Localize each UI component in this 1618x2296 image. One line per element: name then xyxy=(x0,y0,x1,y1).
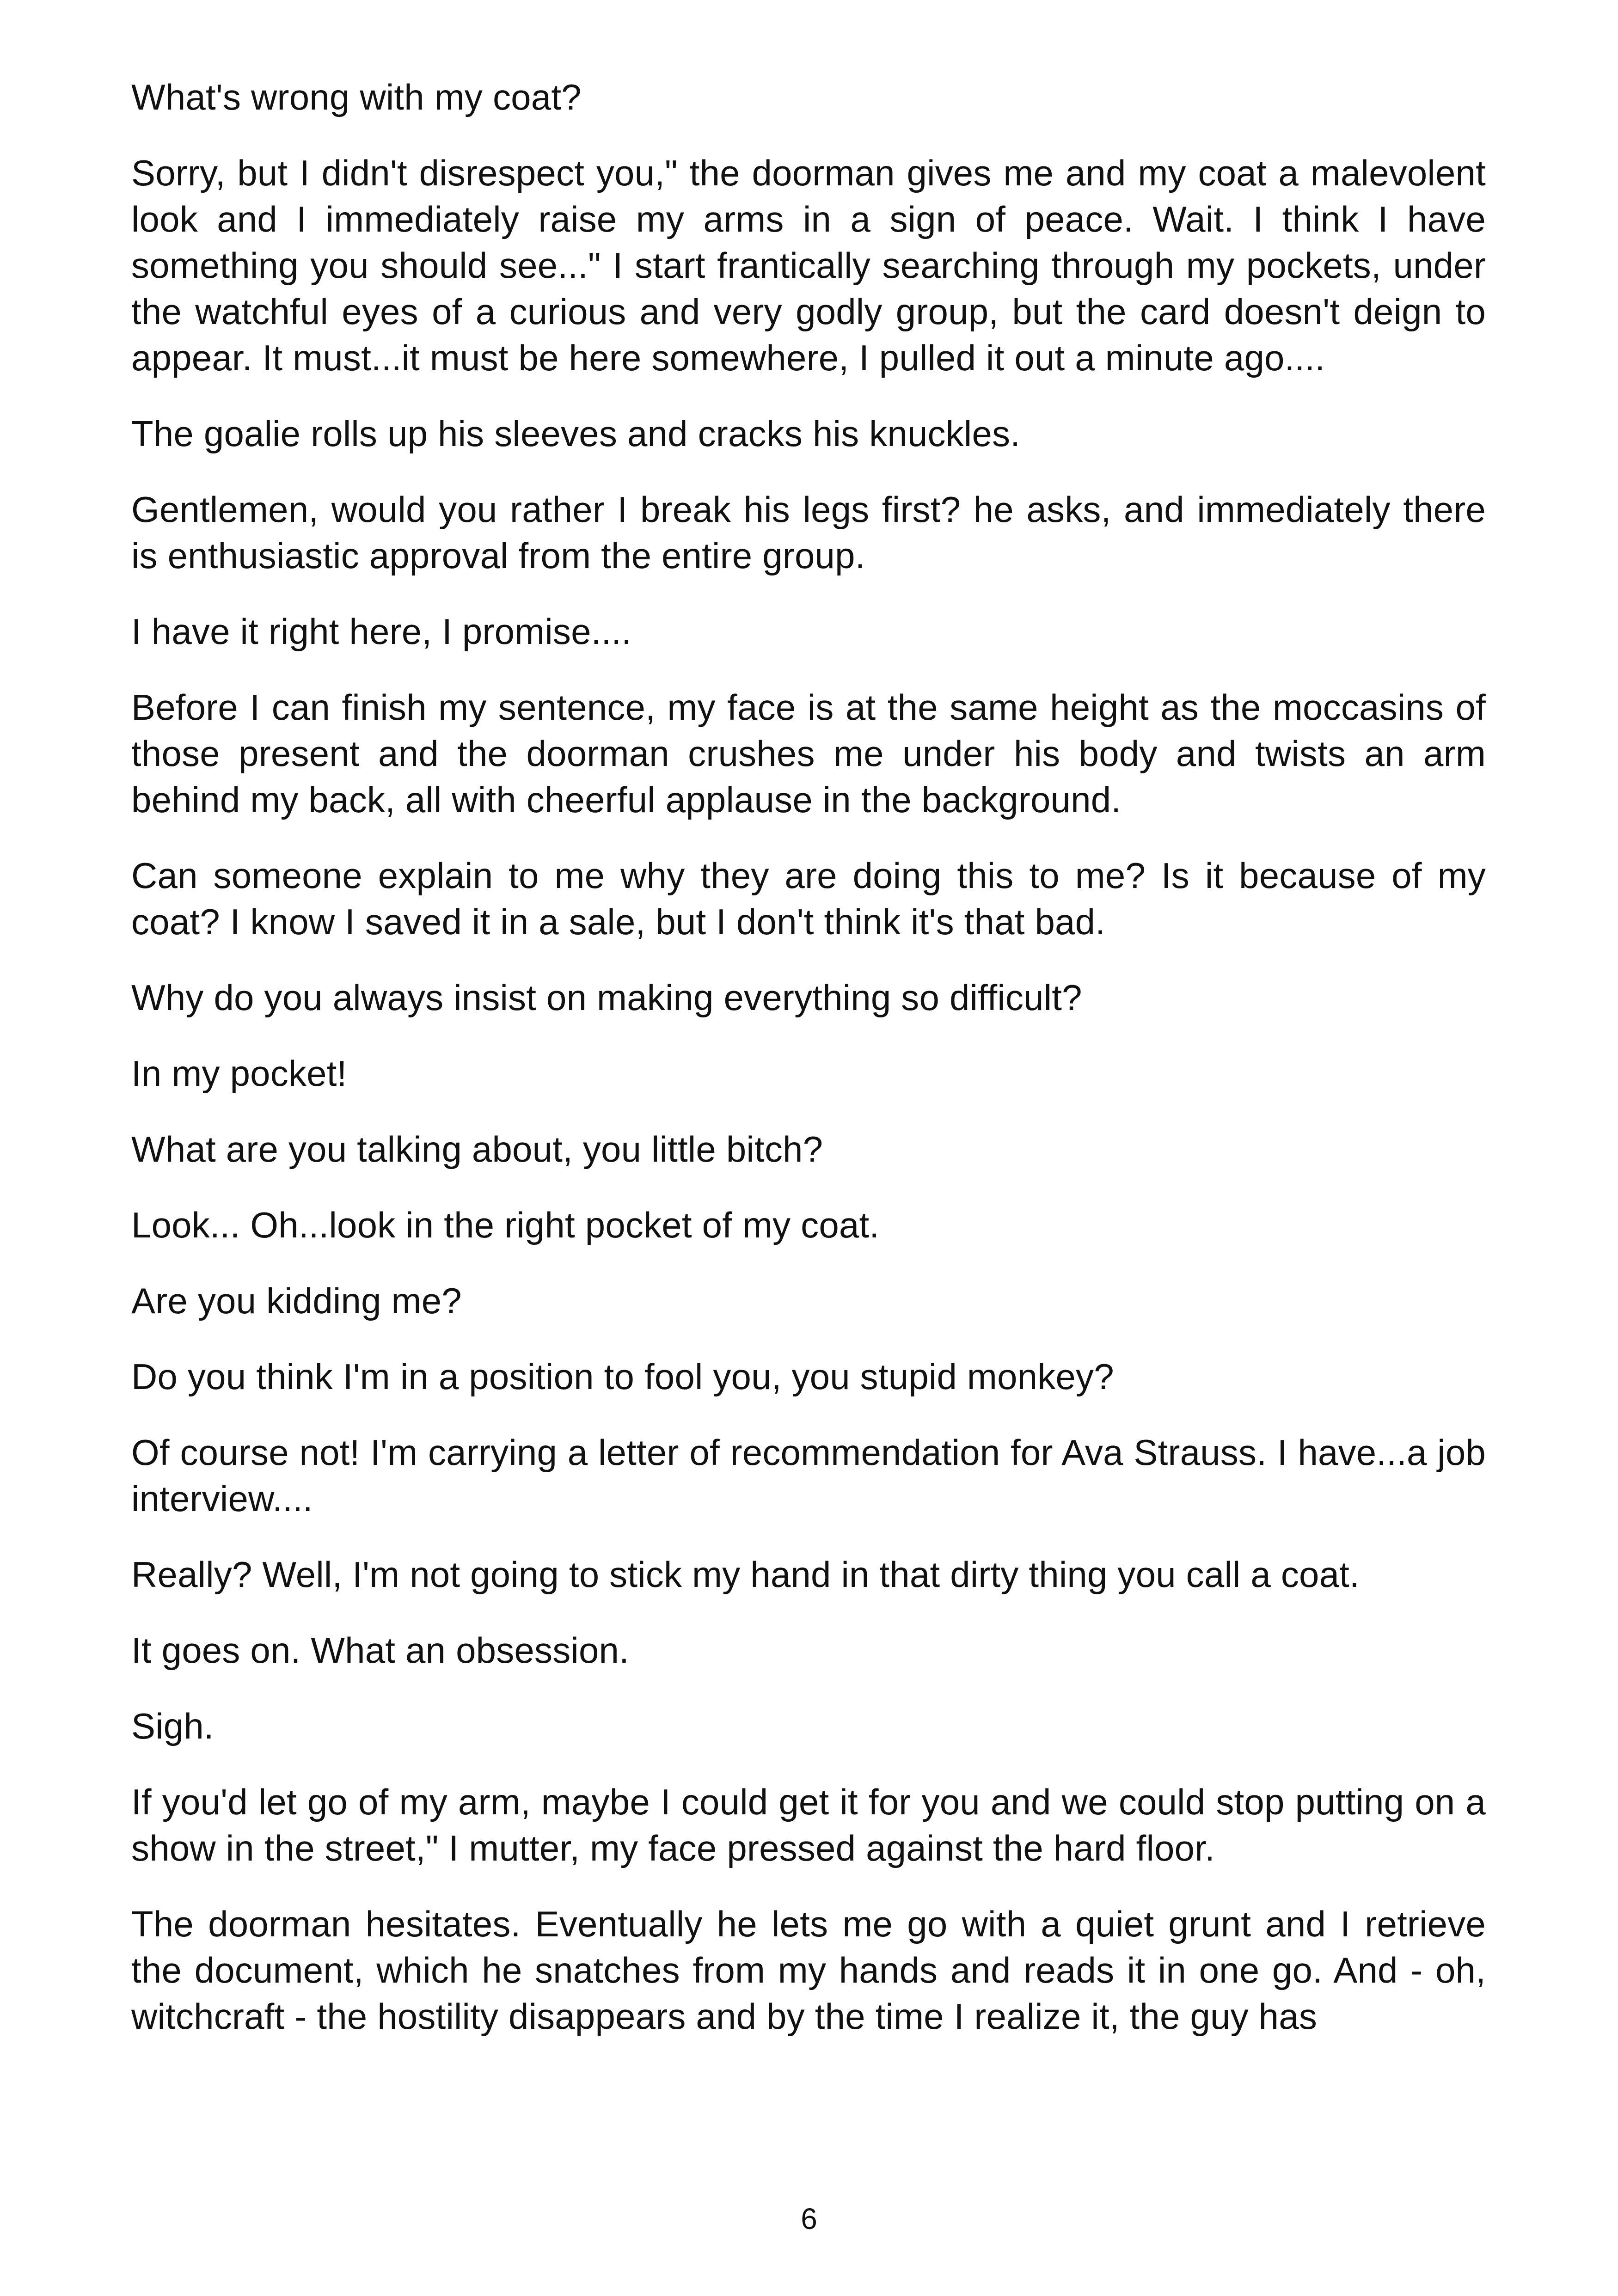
paragraph: Sorry, but I didn't disrespect you," the doorman gives me and my coat a malevolent look and I immediately raise my arms in a sign of peace. Wait. I think I have something you should see..." I start frantically searching through my pockets, under the watchful eyes of a curious and very godly group, but the card doesn't deign to appear. It must...it must be here somewhere, I pulled it out a minute ago.... xyxy=(131,153,1486,378)
paragraph: The goalie rolls up his sleeves and cracks his knuckles. xyxy=(131,413,1021,454)
paragraph: Really? Well, I'm not going to stick my hand in that dirty thing you call a coat. xyxy=(131,1554,1360,1595)
paragraph: The doorman hesitates. Eventually he lets me go with a quiet grunt and I retrieve the document, which he snatches from my hands and reads it in one go. And - oh, witchcraft - the hostility disappears and by the time I realize it, the guy has xyxy=(131,1904,1486,2037)
paragraph: Before I can finish my sentence, my face is at the same height as the moccasins of those present and the doorman crushes me under his body and twists an arm behind my back, all with cheerful applause in the background. xyxy=(131,687,1486,820)
body-text xyxy=(131,74,1486,2069)
paragraph: Of course not! I'm carrying a letter of recommendation for Ava Strauss. I have...a job interview.... xyxy=(131,1432,1486,1519)
paragraph: Do you think I'm in a position to fool you, you stupid monkey? xyxy=(131,1356,1114,1397)
paragraph: I have it right here, I promise.... xyxy=(131,611,632,652)
paragraph: Sigh. xyxy=(131,1706,214,1746)
paragraph: Why do you always insist on making everything so difficult? xyxy=(131,977,1082,1018)
paragraph: It goes on. What an obsession. xyxy=(131,1630,629,1671)
paragraph: Gentlemen, would you rather I break his legs first? he asks, and immediately there is enthusiastic approval from the entire group. xyxy=(131,489,1486,576)
paragraph: Are you kidding me? xyxy=(131,1280,462,1321)
paragraph: What's wrong with my coat? xyxy=(131,77,582,117)
paragraph: If you'd let go of my arm, maybe I could get it for you and we could stop putting on a show in the street," I mutter, my face pressed against the hard floor. xyxy=(131,1782,1486,1868)
paragraph: Look... Oh...look in the right pocket of my coat. xyxy=(131,1205,880,1245)
paragraph: What are you talking about, you little bitch? xyxy=(131,1129,823,1169)
paragraph: In my pocket! xyxy=(131,1053,347,1094)
page-number: 6 xyxy=(801,2202,817,2235)
paragraph: Can someone explain to me why they are doing this to me? Is it because of my coat? I know I saved it in a sale, but I don't think it's that bad. xyxy=(131,855,1486,942)
